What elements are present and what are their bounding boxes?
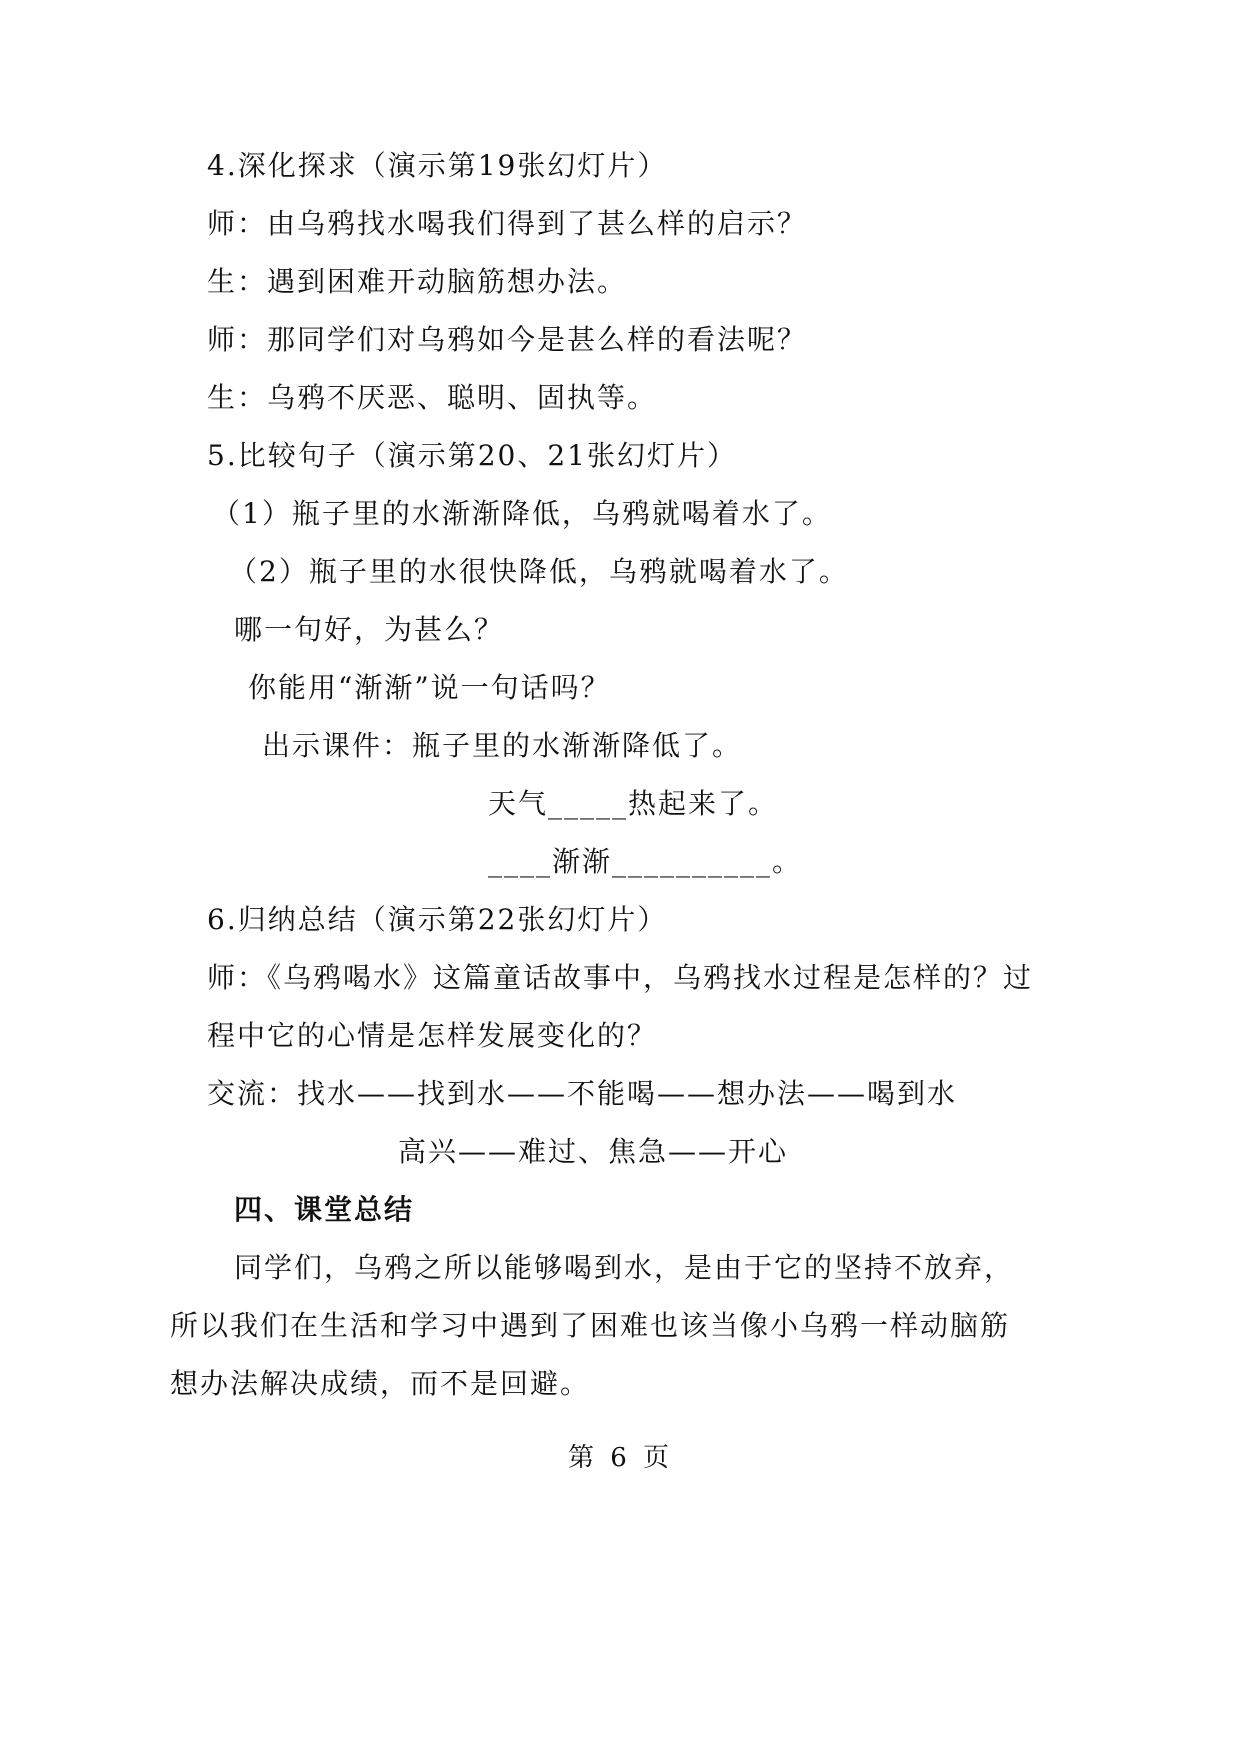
teacher-question-1: 师：由乌鸦找水喝我们得到了甚么样的启示？ bbox=[207, 207, 808, 240]
summary-paragraph-line-1: 同学们，乌鸦之所以能够喝到水，是由于它的坚持不放弃， bbox=[234, 1251, 1015, 1284]
courseware-example: 出示课件：瓶子里的水渐渐降低了。 bbox=[262, 729, 743, 762]
summary-paragraph-line-2: 所以我们在生活和学习中遇到了困难也该当像小乌鸦一样动脑筋 bbox=[170, 1309, 1011, 1342]
teacher-question-2: 师：那同学们对乌鸦如今是甚么样的看法呢？ bbox=[207, 323, 808, 356]
summary-paragraph-line-3: 想办法解决成绩，而不是回避。 bbox=[170, 1367, 591, 1400]
section-heading-summary: 6.归纳总结（演示第22张幻灯片） bbox=[207, 903, 668, 936]
sentence-2: （2）瓶子里的水很快降低，乌鸦就喝着水了。 bbox=[229, 555, 849, 588]
section-heading-compare: 5.比较句子（演示第20、21张幻灯片） bbox=[207, 439, 737, 472]
exchange-sequence: 交流：找水——找到水——不能喝——想办法——喝到水 bbox=[207, 1077, 958, 1110]
fill-blank-1: 天气_____热起来了。 bbox=[488, 787, 779, 820]
student-answer-1: 生：遇到困难开动脑筋想办法。 bbox=[207, 265, 628, 298]
emotion-sequence: 高兴——难过、焦急——开心 bbox=[398, 1135, 789, 1168]
usage-question: 你能用“渐渐”说一句话吗？ bbox=[248, 671, 611, 704]
page-number: 第 6 页 bbox=[567, 1443, 674, 1473]
sentence-1: （1）瓶子里的水渐渐降低，乌鸦就喝着水了。 bbox=[212, 497, 832, 530]
fill-blank-2: ____渐渐__________。 bbox=[488, 845, 803, 878]
compare-question: 哪一句好，为甚么？ bbox=[234, 613, 505, 646]
class-summary-heading: 四、课堂总结 bbox=[234, 1193, 415, 1226]
student-answer-2: 生：乌鸦不厌恶、聪明、固执等。 bbox=[207, 381, 658, 414]
teacher-question-3: 师：《乌鸦喝水》这篇童话故事中，乌鸦找水过程是怎样的？过 bbox=[207, 961, 1034, 994]
teacher-question-3-cont: 程中它的心情是怎样发展变化的？ bbox=[207, 1019, 658, 1052]
section-heading-deepen: 4.深化探求（演示第19张幻灯片） bbox=[207, 149, 668, 182]
